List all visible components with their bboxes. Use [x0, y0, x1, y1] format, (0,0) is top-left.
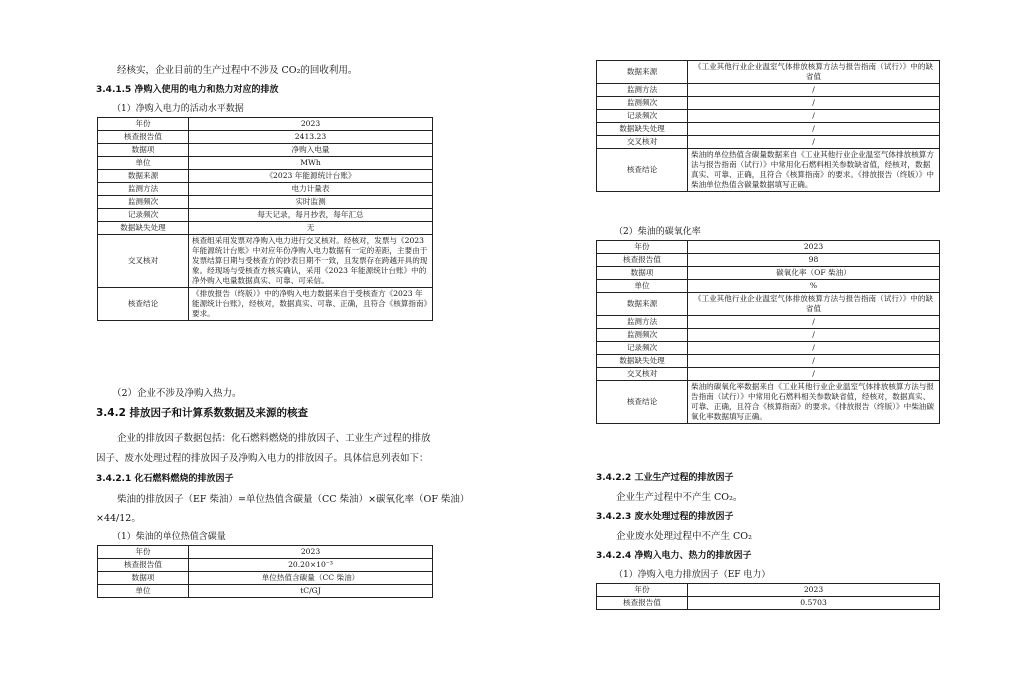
table-cell: 0.5703	[688, 597, 940, 610]
table-cell: 数据缺失处理	[597, 355, 688, 368]
table-cell: 年份	[98, 118, 189, 131]
table-cell: 无	[189, 222, 433, 235]
table-row	[98, 170, 433, 183]
table-cell: 核查组采用发票对净购入电力进行交叉核对。经核对，发票与《2023 年能源统计台账》中对应年份净购入电力数据有一定的差距，主要由于发票结算日期与受核查方的抄表日期不一致，且发票存在跨越开具的现象。经现场与受核查方核实确认，采用《2023 年能源统计台账》中的净外购入电量数据真实、可靠、可采信。	[189, 235, 433, 288]
table-row	[98, 196, 433, 209]
paragraph-line2: 因子、废水处理过程的排放因子及净购入电力的排放因子。具体信息列表如下：	[96, 453, 429, 464]
table-cell: 2023	[189, 118, 433, 131]
table-cell: 2413.23	[189, 131, 433, 144]
table-cell: 数据项	[597, 267, 688, 280]
table-row	[597, 84, 940, 97]
table-cell: 数据来源	[597, 61, 688, 84]
table-cell: 核查报告值	[98, 131, 189, 144]
table-cell: 监测频次	[597, 97, 688, 110]
table-cell: 《工业其他行业企业温室气体排放核算方法与报告指南（试行）》中的缺省值	[688, 293, 940, 316]
table-cell: 年份	[597, 584, 688, 597]
table-row	[597, 110, 940, 123]
table-cell: 单位	[98, 157, 189, 170]
table-cell: 数据缺失处理	[597, 123, 688, 136]
heading-3424: 3.4.2.4 净购入电力、热力的排放因子	[596, 551, 752, 561]
table-cell: 核查报告值	[597, 254, 688, 267]
table-cell: 核查结论	[597, 381, 688, 424]
table-cell: 碳氧化率（OF 柴油）	[688, 267, 940, 280]
heading-3415: 3.4.1.5 净购入使用的电力和热力对应的排放	[96, 85, 279, 95]
table-cell: 监测频次	[597, 329, 688, 342]
table-row	[98, 118, 433, 131]
table-cell: /	[688, 355, 940, 368]
table-cell: 数据来源	[98, 170, 189, 183]
table-cell: 监测方法	[597, 316, 688, 329]
table-cell: /	[688, 342, 940, 355]
table-row	[98, 131, 433, 144]
paragraph-line1: 企业的排放因子数据包括：化石燃料燃烧的排放因子、工业生产过程的排放	[117, 433, 431, 444]
table-row	[597, 280, 940, 293]
table-cell: 核查报告值	[98, 559, 189, 572]
table-cell: 《2023 年能源统计台账》	[189, 170, 433, 183]
table-row	[98, 235, 433, 288]
caption-table1: （1）净购入电力的活动水平数据	[112, 104, 244, 114]
table-diesel-carbon-content	[97, 545, 433, 598]
table-cell: 2023	[189, 546, 433, 559]
table-cell: 年份	[98, 546, 189, 559]
table-cell: 监测频次	[98, 196, 189, 209]
table-cell: 交叉核对	[597, 136, 688, 149]
table-row	[597, 123, 940, 136]
table-cell: 年份	[597, 241, 688, 254]
table-cell: MWh	[189, 157, 433, 170]
table-row	[98, 183, 433, 196]
table-cell: 单位	[597, 280, 688, 293]
table-cell: 核查报告值	[597, 597, 688, 610]
table-row	[597, 368, 940, 381]
heading-3423: 3.4.2.3 废水处理过程的排放因子	[596, 512, 734, 522]
table-row	[597, 136, 940, 149]
table-row	[98, 288, 433, 321]
table-row	[98, 559, 433, 572]
table-cell: %	[688, 280, 940, 293]
table-cell: 柴油的单位热值含碳量数据来自《工业其他行业企业温室气体排放核算方法与报告指南（试行）》中常用化石燃料相关参数缺省值，经核对，数据真实、可靠、正确，且符合《核算指南》的要求。《排放报告（终版）》中柴油单位热值含碳量数据填写正确。	[688, 149, 940, 192]
table-row	[597, 329, 940, 342]
table-cell: 电力计量表	[189, 183, 433, 196]
table-cell: 净购入电量	[189, 144, 433, 157]
table-electricity-emission-factor	[596, 583, 940, 610]
table-cell: /	[688, 329, 940, 342]
heading-342: 3.4.2 排放因子和计算系数数据及来源的核查	[96, 407, 309, 419]
table-row	[597, 149, 940, 192]
table-electricity-activity	[97, 117, 433, 321]
table-cell: 数据项	[98, 144, 189, 157]
table-row	[98, 572, 433, 585]
table-cell: 98	[688, 254, 940, 267]
table-row	[98, 546, 433, 559]
table-row	[597, 254, 940, 267]
table-row	[597, 584, 940, 597]
table-row	[597, 293, 940, 316]
table-cell: /	[688, 368, 940, 381]
table-cell: 监测方法	[98, 183, 189, 196]
table-cell: 核查结论	[597, 149, 688, 192]
table-row	[597, 267, 940, 280]
table-cell: 《排放报告（终版）》中的净购入电力数据来自于受核查方《2023 年能源统计台账》，经核对，数据真实、可靠、正确，且符合《核算指南》要求。	[189, 288, 433, 321]
table-cell: /	[688, 84, 940, 97]
table-cell: /	[688, 110, 940, 123]
table-cell: /	[688, 316, 940, 329]
table-cell: 2023	[688, 584, 940, 597]
table-row	[98, 222, 433, 235]
table-cell: 20.20×10⁻³	[189, 559, 433, 572]
table-row	[98, 144, 433, 157]
intro-paragraph: 经核实，企业目前的生产过程中不涉及 CO₂的回收利用。	[117, 65, 358, 76]
table-cell: 实时监测	[189, 196, 433, 209]
table-cell: 2023	[688, 241, 940, 254]
table-cell: 交叉核对	[98, 235, 189, 288]
paragraph-3422: 企业生产过程中不产生 CO₂。	[616, 492, 743, 503]
table-cell: 柴油的碳氧化率数据来自《工业其他行业企业温室气体排放核算方法与报告指南（试行）》中常用化石燃料相关参数缺省值，经核对，数据真实、可靠、正确，且符合《核算指南》的要求。《排放报告（终版）》中柴油碳氧化率数据填写正确。	[688, 381, 940, 424]
table-row	[98, 157, 433, 170]
table-cell: 记录频次	[597, 110, 688, 123]
caption-table5: （2）柴油的碳氧化率	[614, 227, 701, 237]
table-cell: 数据项	[98, 572, 189, 585]
table-row	[597, 316, 940, 329]
table-row	[597, 342, 940, 355]
table-row	[597, 241, 940, 254]
note-heat: （2）企业不涉及净购入热力。	[112, 388, 242, 399]
paragraph-3423: 企业废水处理过程中不产生 CO₂	[616, 531, 752, 542]
table-cell: /	[688, 136, 940, 149]
table-row	[597, 381, 940, 424]
caption-table6: （1）净购入电力排放因子（EF 电力）	[614, 570, 771, 580]
formula-line2: ×44/12。	[96, 513, 141, 524]
table-cell: 记录频次	[597, 342, 688, 355]
table-cell: 交叉核对	[597, 368, 688, 381]
table-diesel-oxidation-rate	[596, 240, 940, 424]
table-row	[597, 61, 940, 84]
table-cell: tC/GJ	[189, 585, 433, 598]
table-cell: 《工业其他行业企业温室气体排放核算方法与报告指南（试行）》中的缺省值	[688, 61, 940, 84]
heading-3421: 3.4.2.1 化石燃料燃烧的排放因子	[96, 474, 234, 484]
table-cell: 核查结论	[98, 288, 189, 321]
table-cell: 单位	[98, 585, 189, 598]
table-row	[98, 585, 433, 598]
heading-3422: 3.4.2.2 工业生产过程的排放因子	[596, 473, 734, 483]
table-diesel-carbon-content-cont	[596, 60, 940, 192]
table-cell: 记录频次	[98, 209, 189, 222]
table-row	[597, 597, 940, 610]
table-cell: /	[688, 97, 940, 110]
table-row	[98, 209, 433, 222]
table-cell: 监测方法	[597, 84, 688, 97]
table-cell: /	[688, 123, 940, 136]
caption-table3: （1）柴油的单位热值含碳量	[112, 532, 226, 542]
table-row	[597, 355, 940, 368]
table-row	[597, 97, 940, 110]
table-cell: 数据来源	[597, 293, 688, 316]
table-cell: 每天记录，每月抄表，每年汇总	[189, 209, 433, 222]
table-cell: 单位热值含碳量（CC 柴油）	[189, 572, 433, 585]
formula-line1: 柴油的排放因子（EF 柴油）=单位热值含碳量（CC 柴油）×碳氧化率（OF 柴油）	[117, 494, 470, 505]
table-cell: 数据缺失处理	[98, 222, 189, 235]
